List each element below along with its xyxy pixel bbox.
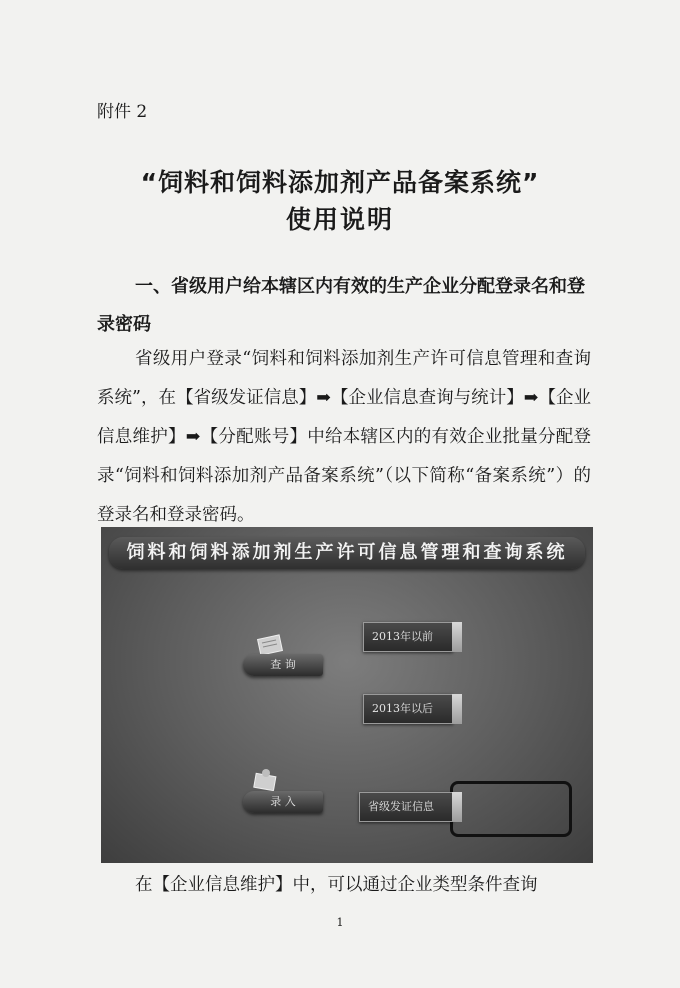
title-line-1: “饲料和饲料添加剂产品备案系统” xyxy=(140,168,540,197)
highlight-frame xyxy=(450,781,572,837)
page-number: 1 xyxy=(336,916,344,929)
query-label[interactable]: 查 询 xyxy=(243,654,323,676)
footer-line: 在【企业信息维护】中，可以通过企业类型条件查询 xyxy=(135,875,538,895)
entry-label[interactable]: 录 入 xyxy=(243,791,323,813)
section-1-body: 省级用户登录“饲料和饲料添加剂生产许可信息管理和查询系统”，在【省级发证信息】➡【企业信息查询与统计】➡【企业信息维护】➡【分配账号】中给本辖区内的有效企业批量分配登录“饲料和饲料添加剂产品备案系统”（以下简称“备案系统”）的登录名和登录密码。 xyxy=(97,349,591,525)
system-header-banner: 饲料和饲料添加剂生产许可信息管理和查询系统 xyxy=(109,537,585,569)
after-2013-button[interactable]: 2013年以后 xyxy=(363,694,453,724)
entry-icon xyxy=(251,767,281,793)
attachment-label: 附件 2 xyxy=(97,102,148,122)
title-line-2: 使用说明 xyxy=(285,205,394,234)
before-2013-button[interactable]: 2013年以前 xyxy=(363,622,453,652)
provincial-cert-info-button[interactable]: 省级发证信息 xyxy=(359,792,453,822)
section-1-heading: 一、省级用户给本辖区内有效的生产企业分配登录名和登录密码 xyxy=(97,276,585,335)
system-screenshot xyxy=(101,527,593,863)
